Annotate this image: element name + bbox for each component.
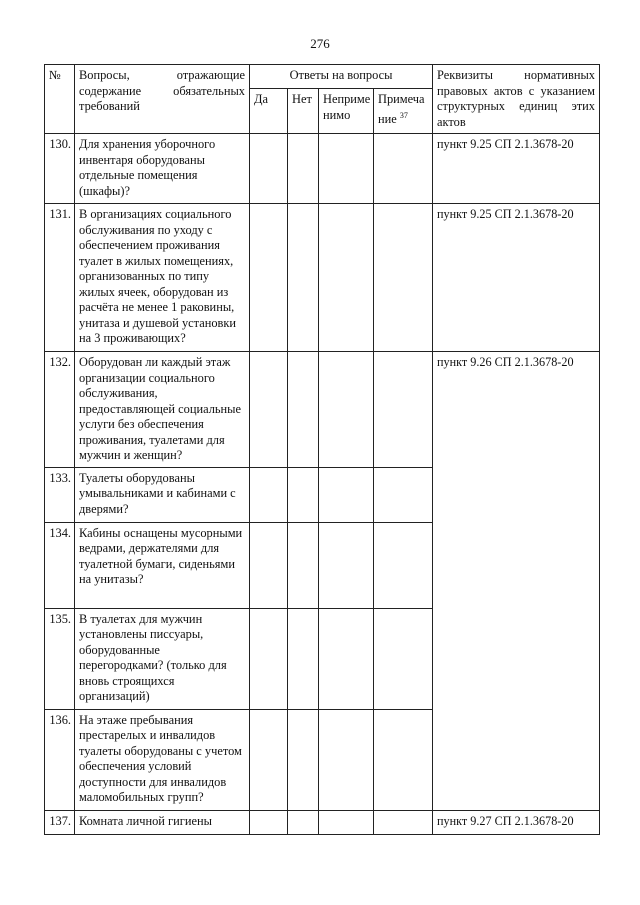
cell-no[interactable] — [288, 608, 319, 709]
cell-not-applicable[interactable] — [319, 204, 374, 352]
cell-note[interactable] — [374, 204, 433, 352]
cell-note[interactable] — [374, 522, 433, 608]
cell-not-applicable[interactable] — [319, 467, 374, 522]
cell-yes[interactable] — [250, 522, 288, 608]
row-reference: пункт 9.25 СП 2.1.3678-20 — [433, 204, 600, 352]
cell-not-applicable[interactable] — [319, 608, 374, 709]
cell-not-applicable[interactable] — [319, 134, 374, 204]
cell-yes[interactable] — [250, 608, 288, 709]
cell-note[interactable] — [374, 810, 433, 834]
table-row — [45, 134, 600, 204]
table-row — [45, 352, 600, 468]
header-yes: Да — [250, 89, 288, 134]
cell-note[interactable] — [374, 608, 433, 709]
row-number: 137. — [45, 810, 75, 834]
cell-no[interactable] — [288, 522, 319, 608]
cell-no[interactable] — [288, 709, 319, 810]
checklist-table — [44, 64, 600, 835]
cell-yes[interactable] — [250, 134, 288, 204]
cell-not-applicable[interactable] — [319, 352, 374, 468]
cell-not-applicable[interactable] — [319, 810, 374, 834]
header-questions: Вопросы, отражающие содержание обязательных требований — [75, 65, 250, 134]
row-number: 133. — [45, 467, 75, 522]
row-reference: пункт 9.26 СП 2.1.3678-20 — [433, 352, 600, 811]
header-not-applicable: Неприме нимо — [319, 89, 374, 134]
row-question: Оборудован ли каждый этаж организации социального обслуживания, предоставляющей социальные услуги без обеспечения проживания, туалетами для мужчин и женщин? — [75, 352, 250, 468]
header-no: Нет — [288, 89, 319, 134]
table-row — [45, 810, 600, 834]
header-answers: Ответы на вопросы — [250, 65, 433, 89]
cell-not-applicable[interactable] — [319, 522, 374, 608]
cell-yes[interactable] — [250, 810, 288, 834]
row-question: Для хранения уборочного инвентаря оборудованы отдельные помещения (шкафы)? — [75, 134, 250, 204]
page-number: 276 — [310, 36, 330, 51]
row-question: На этаже пребывания престарелых и инвалидов туалеты оборудованы с учетом обеспечения условий доступности для инвалидов маломобильных групп? — [75, 709, 250, 810]
cell-yes[interactable] — [250, 204, 288, 352]
cell-yes[interactable] — [250, 352, 288, 468]
cell-no[interactable] — [288, 134, 319, 204]
cell-no[interactable] — [288, 204, 319, 352]
header-num: № — [45, 65, 75, 134]
row-question: Комната личной гигиены — [75, 810, 250, 834]
row-question: В организациях социального обслуживания по уходу с обеспечением проживания туалет в жилых помещениях, организованных по типу жилых ячеек, оборудован из расчёта не менее 1 раковины, унитаза и душевой установки на 3 проживающих? — [75, 204, 250, 352]
row-number: 134. — [45, 522, 75, 608]
row-number: 135. — [45, 608, 75, 709]
row-question: В туалетах для мужчин установлены писсуары, оборудованные перегородками? (только для вновь строящихся организаций) — [75, 608, 250, 709]
cell-note[interactable] — [374, 467, 433, 522]
row-question: Кабины оснащены мусорными ведрами, держателями для туалетной бумаги, сиденьями на унитазы? — [75, 522, 250, 608]
row-question: Туалеты оборудованы умывальниками и кабинами с дверями? — [75, 467, 250, 522]
header-refs: Реквизиты нормативных правовых актов с указанием структурных единиц этих актов — [433, 65, 600, 134]
cell-note[interactable] — [374, 352, 433, 468]
cell-yes[interactable] — [250, 467, 288, 522]
row-number: 131. — [45, 204, 75, 352]
row-number: 130. — [45, 134, 75, 204]
row-number: 136. — [45, 709, 75, 810]
cell-no[interactable] — [288, 352, 319, 468]
cell-note[interactable] — [374, 709, 433, 810]
row-number: 132. — [45, 352, 75, 468]
cell-not-applicable[interactable] — [319, 709, 374, 810]
header-note: Примеча ние $^{37}$ — [374, 89, 433, 134]
cell-no[interactable] — [288, 810, 319, 834]
cell-note[interactable] — [374, 134, 433, 204]
table-row — [45, 204, 600, 352]
row-reference: пункт 9.25 СП 2.1.3678-20 — [433, 134, 600, 204]
cell-no[interactable] — [288, 467, 319, 522]
cell-yes[interactable] — [250, 709, 288, 810]
row-reference: пункт 9.27 СП 2.1.3678-20 — [433, 810, 600, 834]
